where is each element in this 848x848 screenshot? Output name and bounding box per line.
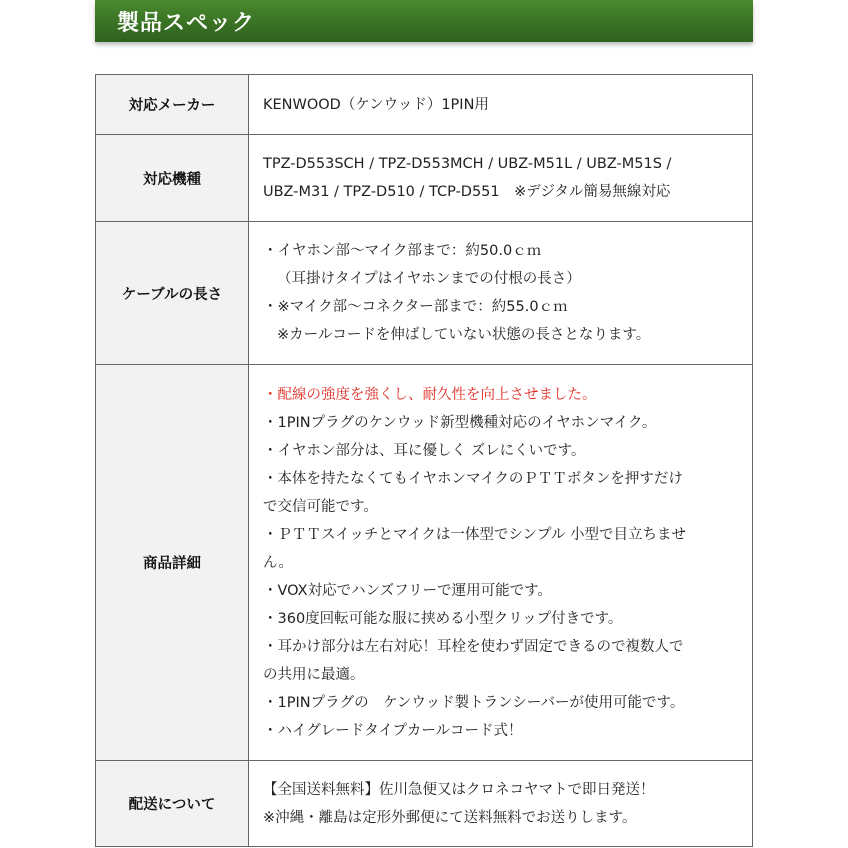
value-line: ・1PINプラグのケンウッド新型機種対応のイヤホンマイク。	[263, 414, 657, 431]
value-line: UBZ-M31 / TPZ-D510 / TCP-D551 ※デジタル簡易無線対応	[263, 184, 671, 200]
spec-value-cable	[249, 222, 753, 365]
value-line: ※カールコードを伸ばしていない状態の長さとなります。	[277, 327, 651, 343]
value-line: 【全国送料無料】佐川急便又はクロネコヤマトで即日発送！	[263, 781, 655, 798]
section-title: 製品スペック	[117, 11, 256, 36]
value-line: ・1PINプラグの ケンウッド製トランシーバーが使用可能です。	[263, 694, 685, 711]
value-line: ん。	[263, 554, 293, 571]
value-line: ・360度回転可能な服に挟める小型クリップ付きです。	[263, 610, 623, 627]
spec-value-maker	[249, 75, 753, 135]
value-line: ・VOX対応でハンズフリーで運用可能です。	[263, 582, 552, 599]
spec-label-details: 商品詳細	[96, 365, 249, 761]
value-line: で交信可能です。	[263, 498, 378, 515]
value-line: ・イヤホン部～マイク部まで：約50.0ｃｍ	[263, 243, 542, 259]
value-line: ・※マイク部～コネクター部まで：約55.0ｃｍ	[263, 299, 568, 315]
value-line: KENWOOD（ケンウッド）1PIN用	[263, 96, 489, 113]
value-line: （耳掛けタイプはイヤホンまでの付根の長さ）	[277, 271, 581, 287]
value-line: TPZ-D553SCH / TPZ-D553MCH / UBZ-M51L / UBZ-M51S /	[263, 156, 672, 172]
spec-row-maker	[96, 75, 753, 135]
spec-row-cable	[96, 222, 753, 365]
spec-label-shipping: 配送について	[96, 761, 249, 847]
spec-row-details	[96, 365, 753, 761]
spec-table	[95, 74, 753, 847]
spec-value-models	[249, 135, 753, 222]
spec-value-shipping	[249, 761, 753, 847]
value-line-highlight: ・配線の強度を強くし、耐久性を向上させました。	[263, 386, 597, 403]
value-line: ・ハイグレードタイプカールコード式！	[263, 722, 523, 739]
spec-label-cable: ケーブルの長さ	[96, 222, 249, 365]
value-line: の共用に最適。	[263, 666, 365, 683]
spec-label-models: 対応機種	[96, 135, 249, 222]
spec-row-models	[96, 135, 753, 222]
value-line: ・イヤホン部分は、耳に優しく ズレにくいです。	[263, 442, 586, 459]
section-header	[95, 0, 753, 42]
spec-value-details	[249, 365, 753, 761]
value-line: ・耳かけ部分は左右対応！耳栓を使わず固定できるので複数人で	[263, 638, 684, 655]
value-line: ・本体を持たなくてもイヤホンマイクのＰＴＴボタンを押すだけ	[263, 470, 683, 487]
value-line: ※沖縄・離島は定形外郵便にて送料無料でお送りします。	[263, 809, 637, 826]
spec-row-shipping	[96, 761, 753, 847]
value-line: ・ＰＴＴスイッチとマイクは一体型でシンプル 小型で目立ちませ	[263, 526, 687, 543]
spec-label-maker: 対応メーカー	[96, 75, 249, 135]
